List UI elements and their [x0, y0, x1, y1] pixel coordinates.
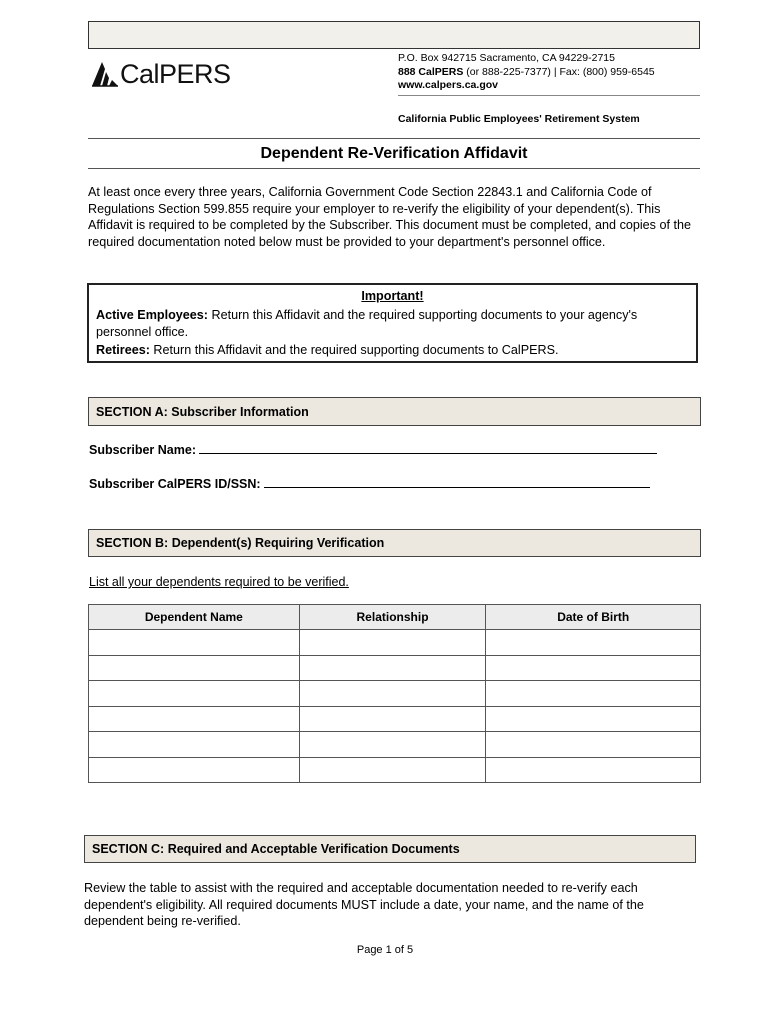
table-row [89, 732, 701, 758]
section-c-title: SECTION C: Required and Acceptable Verification Documents [92, 842, 460, 856]
important-title: Important! [361, 289, 424, 303]
table-row [89, 630, 701, 656]
relationship-cell[interactable] [299, 655, 486, 681]
retirees-text: Return this Affidavit and the required supporting documents to CalPERS. [149, 343, 559, 357]
system-name: California Public Employees' Retirement System [398, 113, 640, 125]
calpers-logo [90, 57, 230, 91]
title-rule-top [88, 138, 700, 139]
subscriber-name-field [89, 442, 657, 457]
section-c-paragraph: Review the table to assist with the required and acceptable documentation needed to re-verify each dependent's eligibility. All required documents MUST include a date, your name, and the name of the dependent being re-verified. [84, 881, 644, 928]
calpers-logo-mark-icon [90, 58, 120, 88]
active-employees-note [96, 307, 696, 341]
date-of-birth-cell[interactable] [486, 706, 701, 732]
dependent-name-cell[interactable] [89, 757, 300, 783]
section-b-header [88, 529, 701, 557]
date-of-birth-cell[interactable] [486, 655, 701, 681]
dependent-name-cell[interactable] [89, 732, 300, 758]
dependents-table [88, 604, 701, 783]
table-row [89, 706, 701, 732]
dependent-name-cell[interactable] [89, 630, 300, 656]
dependent-name-cell[interactable] [89, 706, 300, 732]
logo-text: CalPERS [120, 59, 231, 89]
section-c-header [84, 835, 696, 863]
section-b-title: SECTION B: Dependent(s) Requiring Verification [96, 536, 385, 550]
subscriber-id-label: Subscriber CalPERS ID/SSN: [89, 477, 261, 491]
address-block [398, 52, 655, 93]
important-notice [87, 283, 698, 363]
date-of-birth-cell[interactable] [486, 681, 701, 707]
phone-rest: (or 888-225-7377) | Fax: (800) 959-6545 [463, 65, 655, 78]
table-header-row [89, 605, 701, 630]
dependent-name-cell[interactable] [89, 681, 300, 707]
relationship-cell[interactable] [299, 732, 486, 758]
website-link[interactable]: www.calpers.ca.gov [398, 79, 498, 91]
retirees-label: Retirees: [96, 343, 150, 357]
header-divider [398, 95, 700, 96]
page-number: Page 1 of 5 [356, 944, 414, 956]
table-row [89, 681, 701, 707]
date-of-birth-cell[interactable] [486, 757, 701, 783]
relationship-cell[interactable] [299, 681, 486, 707]
section-a-header [88, 397, 701, 426]
phone-line [398, 66, 655, 80]
intro-paragraph: At least once every three years, California Government Code Section 22843.1 and California Code of Regulations Section 599.855 require your employer to re-verify the eligibility of your dependent(s). This Affidavit is required to be completed by the Subscriber. This document must be completed, and copies of the required documentation noted below must be provided to your department's personnel office. [88, 185, 691, 249]
section-a-title: SECTION A: Subscriber Information [96, 404, 309, 419]
relationship-cell[interactable] [299, 630, 486, 656]
dependent-name-cell[interactable] [89, 655, 300, 681]
phone-bold: 888 CalPERS [398, 65, 464, 78]
section-b-note: List all your dependents required to be verified. [89, 575, 349, 589]
title-rule-bottom [88, 168, 700, 169]
date-of-birth-cell[interactable] [486, 732, 701, 758]
active-text: Return this Affidavit and the required supporting documents to your agency's personnel office. [96, 308, 638, 339]
subscriber-id-input[interactable] [264, 476, 650, 488]
date-of-birth-cell[interactable] [486, 630, 701, 656]
table-row [89, 655, 701, 681]
table-row [89, 757, 701, 783]
header-bar [88, 21, 700, 49]
page-title: Dependent Re-Verification Affidavit [260, 145, 528, 162]
column-header-date-of-birth: Date of Birth [486, 605, 701, 630]
column-header-relationship: Relationship [299, 605, 486, 630]
retirees-note [96, 342, 696, 359]
active-label: Active Employees: [96, 308, 208, 322]
subscriber-name-input[interactable] [199, 442, 657, 454]
relationship-cell[interactable] [299, 757, 486, 783]
relationship-cell[interactable] [299, 706, 486, 732]
subscriber-id-field [89, 476, 650, 491]
subscriber-name-label: Subscriber Name: [89, 443, 196, 457]
address-line: P.O. Box 942715 Sacramento, CA 94229-2715 [398, 52, 615, 64]
column-header-dependent-name: Dependent Name [89, 605, 300, 630]
